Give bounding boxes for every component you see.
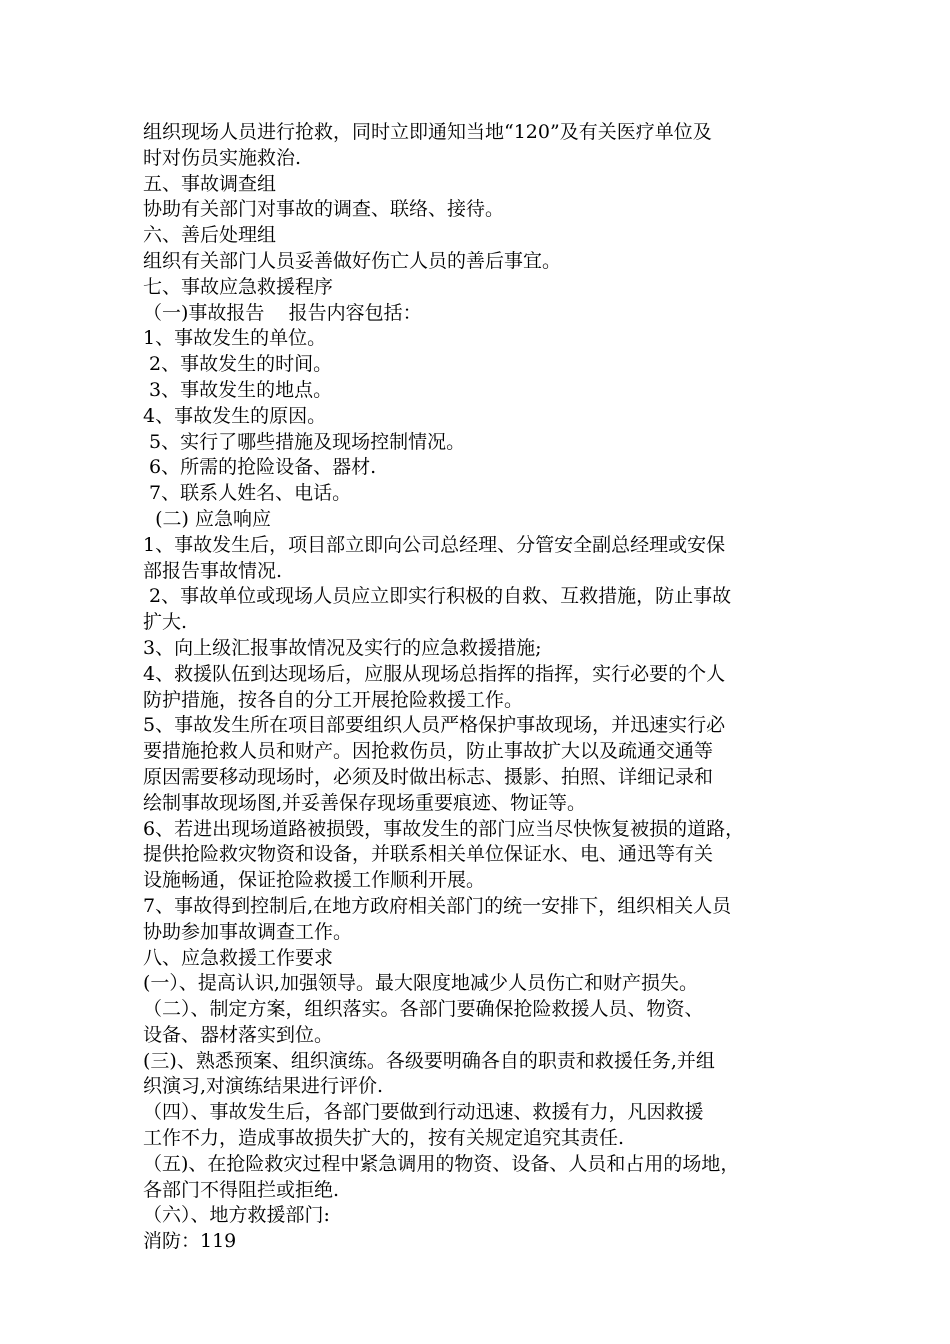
text-line: 提供抢险救灾物资和设备，并联系相关单位保证水、电、通迅等有关 [143, 843, 714, 866]
text-line: 4、救援队伍到达现场后，应服从现场总指挥的指挥，实行必要的个人 [143, 662, 726, 685]
text-line: （二）、制定方案，组织落实。各部门要确保抢险救援人员、物资、 [143, 998, 704, 1021]
text-line: （一)事故报告 报告内容包括： [143, 301, 422, 324]
text-line: 2、事故单位或现场人员应立即实行积极的自救、互救措施，防止事故 [143, 585, 732, 608]
text-line: 织演习,对演练结果进行评价. [143, 1075, 384, 1098]
text-line: 消防：119 [143, 1230, 237, 1253]
text-line: 组织有关部门人员妥善做好伤亡人员的善后事宜。 [143, 249, 562, 272]
text-line: 1、事故发生的单位。 [143, 327, 327, 350]
text-line: 3、事故发生的地点。 [143, 378, 333, 401]
text-line: （四）、事故发生后，各部门要做到行动迅速、救援有力，凡因救援 [143, 1101, 704, 1124]
document-body [143, 120, 823, 1255]
text-line: （五)、在抢险救灾过程中紧急调用的物资、设备、人员和占用的场地， [143, 1152, 740, 1175]
text-line: 部报告事故情况. [143, 559, 283, 582]
text-line: 设施畅通，保证抢险救援工作顺利开展。 [143, 869, 486, 892]
text-line: 原因需要移动现场时，必须及时做出标志、摄影、拍照、详细记录和 [143, 765, 714, 788]
text-line: 6、若进出现场道路被损毁，事故发生的部门应当尽快恢复被损的道路， [143, 817, 745, 840]
text-line: 组织现场人员进行抢救，同时立即通知当地“120”及有关医疗单位及 [143, 121, 712, 143]
text-line: 七、事故应急救援程序 [143, 275, 334, 298]
text-line: 7、联系人姓名、电话。 [143, 482, 352, 505]
text-line: （六）、地方救援部门: [143, 1204, 330, 1227]
text-line: 6、所需的抢险设备、器材. [143, 456, 377, 479]
text-line: 八、应急救援工作要求 [143, 946, 334, 969]
text-line: (三)、熟悉预案、组织演练。各级要明确各自的职责和救援任务,并组 [143, 1049, 715, 1072]
text-line: 协助有关部门对事故的调查、联络、接待。 [143, 198, 505, 221]
text-line: 各部门不得阻拦或拒绝. [143, 1178, 340, 1201]
text-line: 1、事故发生后，项目部立即向公司总经理、分管安全副总经理或安保 [143, 533, 726, 556]
text-line: 7、事故得到控制后,在地方政府相关部门的统一安排下，组织相关人员 [143, 894, 732, 917]
text-line: 时对伤员实施救治. [143, 146, 302, 169]
text-line: 五、事故调查组 [143, 172, 277, 195]
text-line: (二) 应急响应 [143, 507, 271, 530]
text-line: 协助参加事故调查工作。 [143, 920, 353, 943]
text-line: 六、善后处理组 [143, 224, 277, 247]
text-line: 绘制事故现场图,并妥善保存现场重要痕迹、物证等。 [143, 791, 587, 814]
text-line: 4、事故发生的原因。 [143, 404, 327, 427]
text-line: 5、事故发生所在项目部要组织人员严格保护事故现场，并迅速实行必 [143, 714, 726, 737]
text-line: 防护措施，按各自的分工开展抢险救援工作。 [143, 688, 524, 711]
text-line: 3、向上级汇报事故情况及实行的应急救援措施; [143, 636, 542, 659]
text-line: 要措施抢救人员和财产。因抢救伤员，防止事故扩大以及疏通交通等 [143, 740, 714, 763]
text-line: 工作不力，造成事故损失扩大的，按有关规定追究其责任. [143, 1127, 625, 1150]
text-line: 设备、器材落实到位。 [143, 1023, 334, 1046]
text-line: 2、事故发生的时间。 [143, 353, 333, 376]
text-line: (一）、提高认识,加强领导。最大限度地减少人员伤亡和财产损失。 [143, 972, 698, 995]
text-line: 5、实行了哪些措施及现场控制情况。 [143, 430, 466, 453]
text-line: 扩大. [143, 611, 188, 634]
